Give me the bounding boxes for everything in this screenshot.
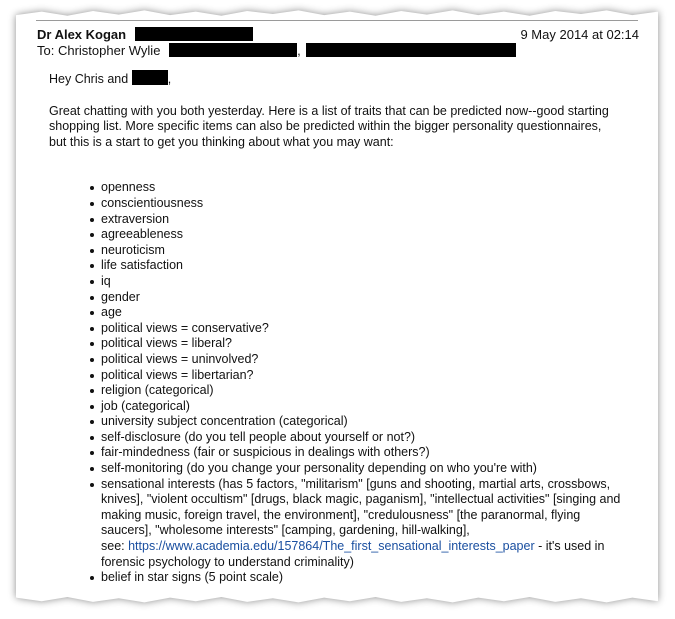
paper-link[interactable]: https://www.academia.edu/157864/The_first_sensational_interests_paper	[128, 539, 535, 554]
list-item: political views = conservative?	[90, 321, 629, 337]
intro-paragraph: Great chatting with you both yesterday. Here is a list of traits that can be predicted now--good starting shopping list. More specific items can also be predicted within the bigger personality questionnaires, but this is a start to get you thinking about what you may want:	[49, 103, 609, 149]
list-item: fair-mindedness (fair or suspicious in dealings with others?)	[90, 445, 629, 461]
list-item: self-monitoring (do you change your personality depending on who you're with)	[90, 461, 629, 477]
email-date: 9 May 2014 at 02:14	[520, 27, 639, 42]
traits-list	[49, 180, 629, 585]
see-prefix: see:	[101, 539, 129, 554]
email-header	[37, 27, 639, 59]
greeting-comma: ,	[167, 72, 172, 86]
list-item-sensational-interests	[90, 477, 629, 571]
list-item: job (categorical)	[90, 399, 629, 415]
recipient-separator: ,	[297, 43, 301, 58]
email-body	[49, 70, 629, 586]
list-item: political views = liberal?	[90, 336, 629, 352]
list-item: political views = uninvolved?	[90, 352, 629, 368]
redaction-bar	[135, 27, 253, 41]
sensational-suffix: - it's used in forensic psychology to understand criminality)	[101, 539, 605, 569]
list-item: university subject concentration (categorical)	[90, 414, 629, 430]
list-item: age	[90, 305, 629, 321]
redaction-bar	[169, 43, 297, 57]
list-item: conscientiousness	[90, 196, 629, 212]
list-item: agreeableness	[90, 227, 629, 243]
list-item: political views = libertarian?	[90, 368, 629, 384]
recipient-label: To: Christopher Wylie	[37, 43, 161, 58]
recipient-row	[37, 43, 639, 59]
list-item: extraversion	[90, 212, 629, 228]
list-item: gender	[90, 290, 629, 306]
redaction-bar	[306, 43, 516, 57]
greeting-text: Hey Chris and	[49, 72, 129, 86]
list-item: self-disclosure (do you tell people about yourself or not?)	[90, 430, 629, 446]
sender-name: Dr Alex Kogan	[37, 27, 127, 42]
sender-row	[37, 27, 639, 43]
list-item: openness	[90, 180, 629, 196]
list-item: iq	[90, 274, 629, 290]
redaction-bar	[132, 70, 168, 85]
list-item: belief in star signs (5 point scale)	[90, 570, 629, 586]
sensational-text: sensational interests (has 5 factors, "militarism" [guns and shooting, martial arts, crossbows, knives], "violent occultism" [drugs, black magic, paganism], "intellectual activities" [singing and making music, foreign travel, the environment], "credulousness" [the paranormal, flying saucers], "wholesome interests" [camping, gardening, hill-walking],	[101, 476, 621, 538]
list-item: life satisfaction	[90, 258, 629, 274]
list-item: neuroticism	[90, 243, 629, 259]
header-divider	[36, 20, 638, 21]
greeting	[49, 70, 629, 88]
list-item: religion (categorical)	[90, 383, 629, 399]
